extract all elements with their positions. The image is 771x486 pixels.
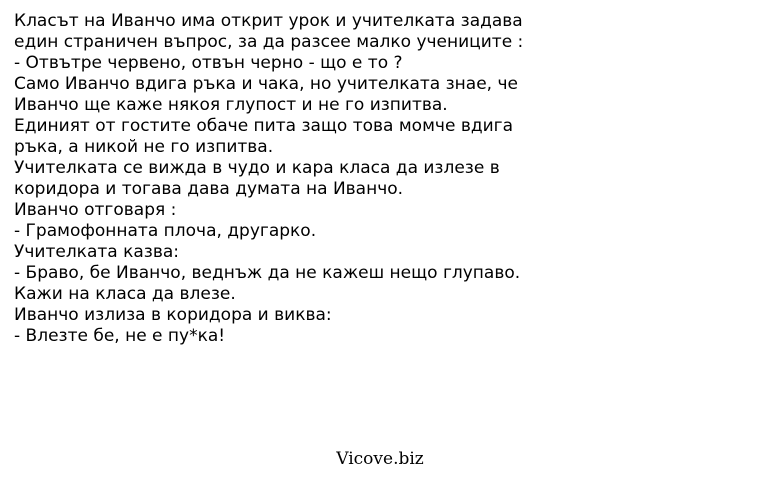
joke-line-13: - Браво, бе Иванчо, веднъж да не кажеш нещо глупаво. (14, 263, 521, 283)
joke-line-1: Класът на Иванчо има открит урок и учителката задава (14, 11, 523, 31)
joke-line-14: Кажи на класа да влезе. (14, 284, 236, 304)
site-watermark: Vicove.biz (336, 449, 424, 469)
joke-line-15: Иванчо излиза в коридора и виква: (14, 305, 332, 325)
joke-line-6: Единият от гостите обаче пита защо това момче вдига (14, 116, 513, 136)
joke-line-5: Иванчо ще каже някоя глупост и не го изпитва. (14, 95, 448, 115)
joke-line-7: ръка, а никой не го изпитва. (14, 137, 274, 157)
joke-line-10: Иванчо отговаря : (14, 200, 177, 220)
joke-line-9: коридора и тогава дава думата на Иванчо. (14, 179, 404, 199)
joke-text (14, 11, 759, 347)
joke-line-2: един страничен въпрос, за да разсее малко учениците : (14, 32, 524, 52)
joke-line-3: - Отвътре червено, отвън черно - що е то ? (14, 53, 403, 73)
joke-line-11: - Грамофонната плоча, другарко. (14, 221, 317, 241)
joke-line-16: - Влезте бе, не е пу*ка! (14, 326, 226, 346)
joke-line-8: Учителката се вижда в чудо и кара класа да излезе в (14, 158, 500, 178)
joke-line-4: Само Иванчо вдига ръка и чака, но учителката знае, че (14, 74, 518, 94)
joke-line-12: Учителката казва: (14, 242, 179, 262)
